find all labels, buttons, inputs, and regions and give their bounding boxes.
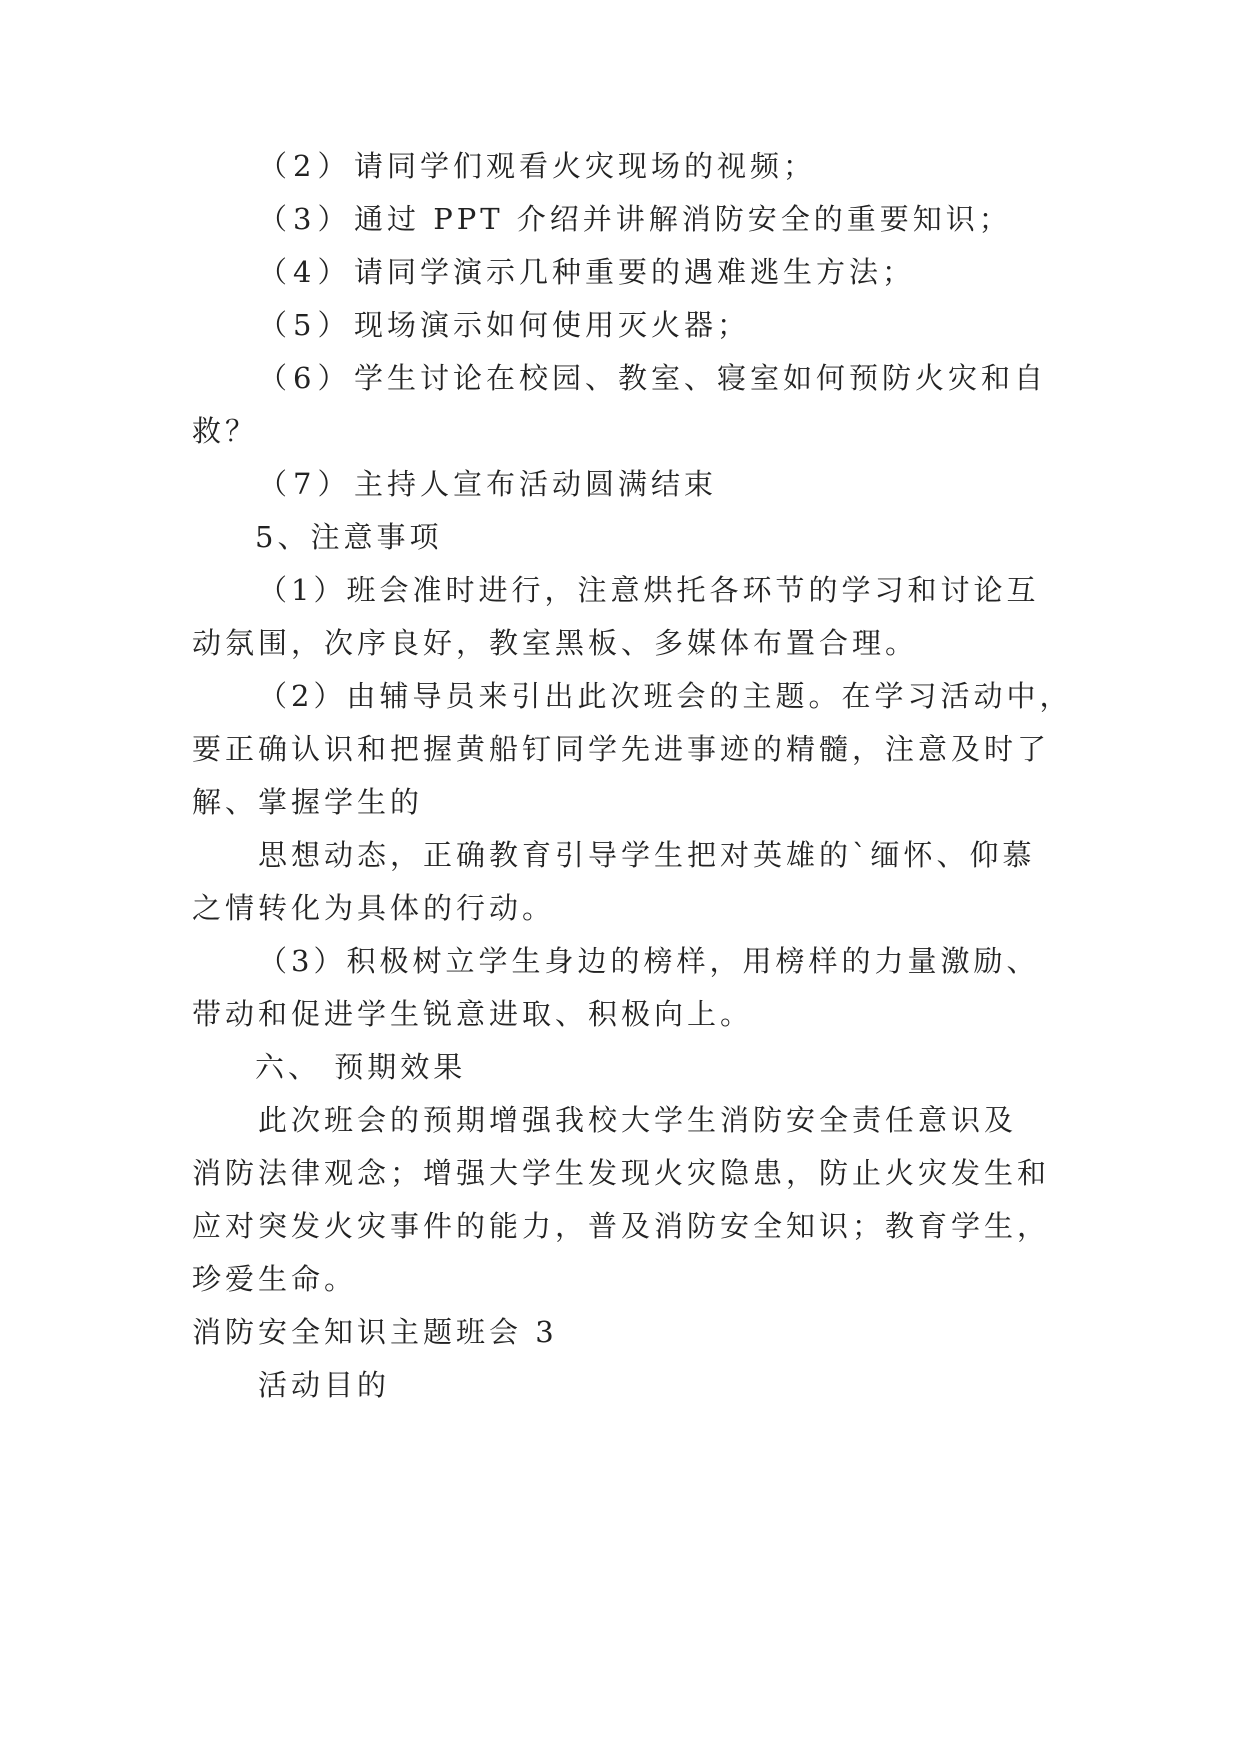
paragraph-line: 此次班会的预期增强我校大学生消防安全责任意识及 xyxy=(258,1103,1018,1137)
step-number: （2） xyxy=(258,149,353,183)
paragraph-line: 动氛围，次序良好，教室黑板、多媒体布置合理。 xyxy=(192,626,919,660)
step-item xyxy=(258,464,717,504)
step-number: （6） xyxy=(258,361,353,395)
step-number: （3） xyxy=(258,202,353,236)
section-heading-notes: 5、注意事项 xyxy=(255,520,443,554)
step-item xyxy=(258,199,1012,239)
step-item xyxy=(258,146,816,186)
paragraph-line: 之情转化为具体的行动。 xyxy=(192,891,556,925)
step-number: （7） xyxy=(258,467,353,501)
paragraph-line: 珍爱生命。 xyxy=(192,1262,358,1296)
paragraph-line: （1）班会准时进行，注意烘托各环节的学习和讨论互 xyxy=(258,573,1040,607)
paragraph-line: 思想动态，正确教育引导学生把对英雄的`缅怀、仰慕 xyxy=(258,838,1036,872)
step-text: 学生讨论在校园、教室、寝室如何预防火灾和自 xyxy=(354,361,1048,395)
step-text: 主持人宣布活动圆满结束 xyxy=(354,467,718,501)
step-item xyxy=(258,305,750,345)
paragraph-line: 消防法律观念；增强大学生发现火灾隐患，防止火灾发生和 xyxy=(192,1156,1051,1190)
step-text: 通过 PPT 介绍并讲解消防安全的重要知识； xyxy=(354,202,1012,236)
step-text: 请同学们观看火灾现场的视频； xyxy=(354,149,817,183)
section-title: 消防安全知识主题班会 3 xyxy=(192,1315,558,1349)
paragraph-line: （3）积极树立学生身边的榜样，用榜样的力量激励、 xyxy=(258,944,1040,978)
step-item xyxy=(258,358,1047,398)
step-text: 救？ xyxy=(192,414,259,448)
subsection-heading: 活动目的 xyxy=(258,1368,391,1402)
step-continuation xyxy=(192,411,258,451)
section-heading-effect: 六、 预期效果 xyxy=(255,1050,467,1084)
step-text: 现场演示如何使用灭火器； xyxy=(354,308,751,342)
paragraph-line: 应对突发火灾事件的能力，普及消防安全知识；教育学生， xyxy=(192,1209,1051,1243)
step-number: （5） xyxy=(258,308,353,342)
paragraph-line: 解、掌握学生的 xyxy=(192,785,424,819)
paragraph-line: 要正确认识和把握黄船钉同学先进事迹的精髓，注意及时了 xyxy=(192,732,1051,766)
step-item xyxy=(258,252,915,292)
paragraph-line: 带动和促进学生锐意进取、积极向上。 xyxy=(192,997,754,1031)
paragraph-line: （2）由辅导员来引出此次班会的主题。在学习活动中， xyxy=(258,679,1073,713)
step-text: 请同学演示几种重要的遇难逃生方法； xyxy=(354,255,916,289)
step-number: （4） xyxy=(258,255,353,289)
